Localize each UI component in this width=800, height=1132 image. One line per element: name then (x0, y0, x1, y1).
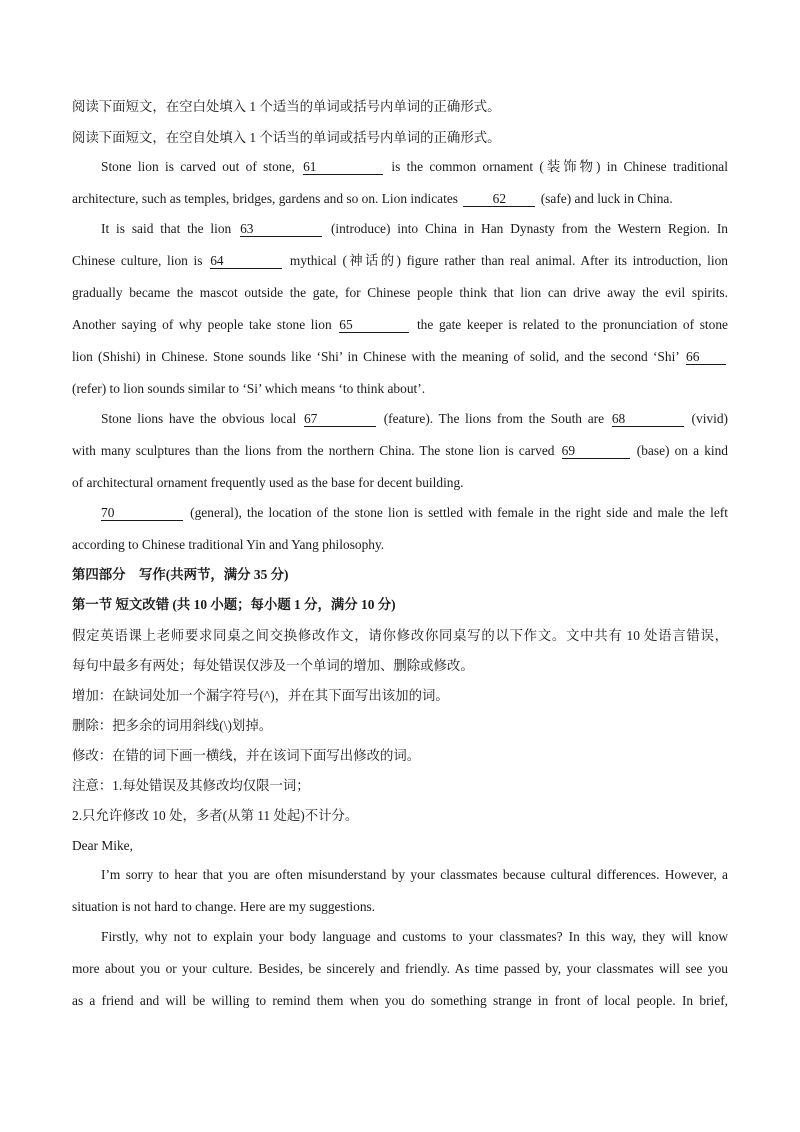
blank-63[interactable]: 63 (240, 221, 322, 237)
instruction-note-2: 2.只允许修改 10 处，多者(从第 11 处起)不计分。 (72, 808, 359, 823)
passage-line: gradually became the mascot outside the gate, for Chinese people think that lion can drive away the evil spirits. (72, 285, 728, 300)
passage-text: Another saying of why people take stone lion (72, 317, 332, 332)
section-subheading: 第一节 短文改错 (共 10 小题；每小题 1 分，满分 10 分) (72, 597, 396, 612)
passage-text: (base) on a kind (636, 443, 729, 458)
instruction-modify: 修改：在错的词下画一横线，并在该词下面写出修改的词。 (72, 748, 421, 763)
passage-line (72, 251, 728, 271)
letter-greeting: Dear Mike, (72, 838, 133, 853)
letter-line: Firstly, why not to explain your body language and customs to your classmates? In this way, they will know (101, 929, 728, 944)
passage-line: according to Chinese traditional Yin and Yang philosophy. (72, 537, 385, 552)
passage-text: (feature). The lions from the South are (383, 411, 605, 426)
letter-line: situation is not hard to change. Here are my suggestions. (72, 899, 376, 914)
instruction-line: 每句中最多有两处；每处错误仅涉及一个单词的增加、删除或修改。 (72, 658, 474, 673)
passage-text: (vivid) (691, 411, 728, 426)
passage-text: (introduce) into China in Han Dynasty from the Western Region. In (330, 221, 728, 236)
passage-text: Chinese culture, lion is (72, 253, 203, 268)
passage-line (101, 503, 728, 523)
passage-text: mythical (神话的) figure rather than real animal. After its introduction, lion (289, 253, 728, 268)
section-heading: 第四部分 写作(共两节，满分 35 分) (72, 567, 289, 582)
passage-line (72, 189, 728, 209)
instruction-line: 假定英语课上老师要求同桌之间交换修改作文，请你修改你同桌写的以下作文。文中共有 10 处语言错误， (72, 628, 728, 643)
blank-66[interactable]: 66 (686, 349, 726, 365)
letter-line: as a friend and will be willing to remind them when you do something strange in front of local people. In brief, (72, 993, 728, 1008)
blank-62[interactable]: 62 (463, 191, 535, 207)
passage-line: (refer) to lion sounds similar to ‘Si’ which means ‘to think about’. (72, 381, 426, 396)
blank-64[interactable]: 64 (210, 253, 282, 269)
passage-text: lion (Shishi) in Chinese. Stone sounds like ‘Shi’ in Chinese with the meaning of solid, and the second ‘Shi’ (72, 349, 679, 364)
blank-69[interactable]: 69 (562, 443, 630, 459)
instruction-line-1: 阅读下面短文，在空白处填入 1 个适当的单词或括号内单词的正确形式。 (72, 99, 501, 114)
passage-text: with many sculptures than the lions from the northern China. The stone lion is carved (72, 443, 555, 458)
blank-65[interactable]: 65 (339, 317, 409, 333)
blank-61[interactable]: 61 (303, 159, 383, 175)
instruction-line-2: 阅读下面短文，在空自处填入 1 个话当的单词或括号内单词的正确形式。 (72, 130, 501, 145)
passage-line (101, 157, 728, 177)
passage-text: Stone lion is carved out of stone, (101, 159, 295, 174)
passage-line (101, 409, 728, 429)
passage-text: architecture, such as temples, bridges, gardens and so on. Lion indicates (72, 191, 458, 206)
blank-68[interactable]: 68 (612, 411, 684, 427)
blank-70[interactable]: 70 (101, 505, 183, 521)
passage-text: Stone lions have the obvious local (101, 411, 297, 426)
blank-67[interactable]: 67 (304, 411, 376, 427)
letter-line: I’m sorry to hear that you are often misunderstand by your classmates because cultural differences. However, a (101, 867, 728, 882)
instruction-add: 增加：在缺词处加一个漏字符号(^)，并在其下面写出该加的词。 (72, 688, 449, 703)
instruction-note-1: 注意：1.每处错误及其修改均仅限一词； (72, 778, 310, 793)
letter-line: more about you or your culture. Besides, be sincerely and friendly. As time passed by, your classmates will see you (72, 961, 728, 976)
passage-text: (general), the location of the stone lion is settled with female in the right side and male the left (190, 505, 728, 520)
passage-line (101, 219, 728, 239)
passage-line (72, 315, 728, 335)
passage-text: It is said that the lion (101, 221, 232, 236)
passage-line (72, 441, 728, 461)
passage-line (72, 347, 728, 367)
passage-text: is the common ornament (装饰物) in Chinese traditional (391, 159, 728, 174)
passage-text: (safe) and luck in China. (540, 191, 673, 206)
instruction-delete: 删除：把多余的词用斜线(\)划掉。 (72, 718, 273, 733)
passage-text: the gate keeper is related to the pronunciation of stone (416, 317, 728, 332)
passage-line: of architectural ornament frequently used as the base for decent building. (72, 475, 464, 490)
